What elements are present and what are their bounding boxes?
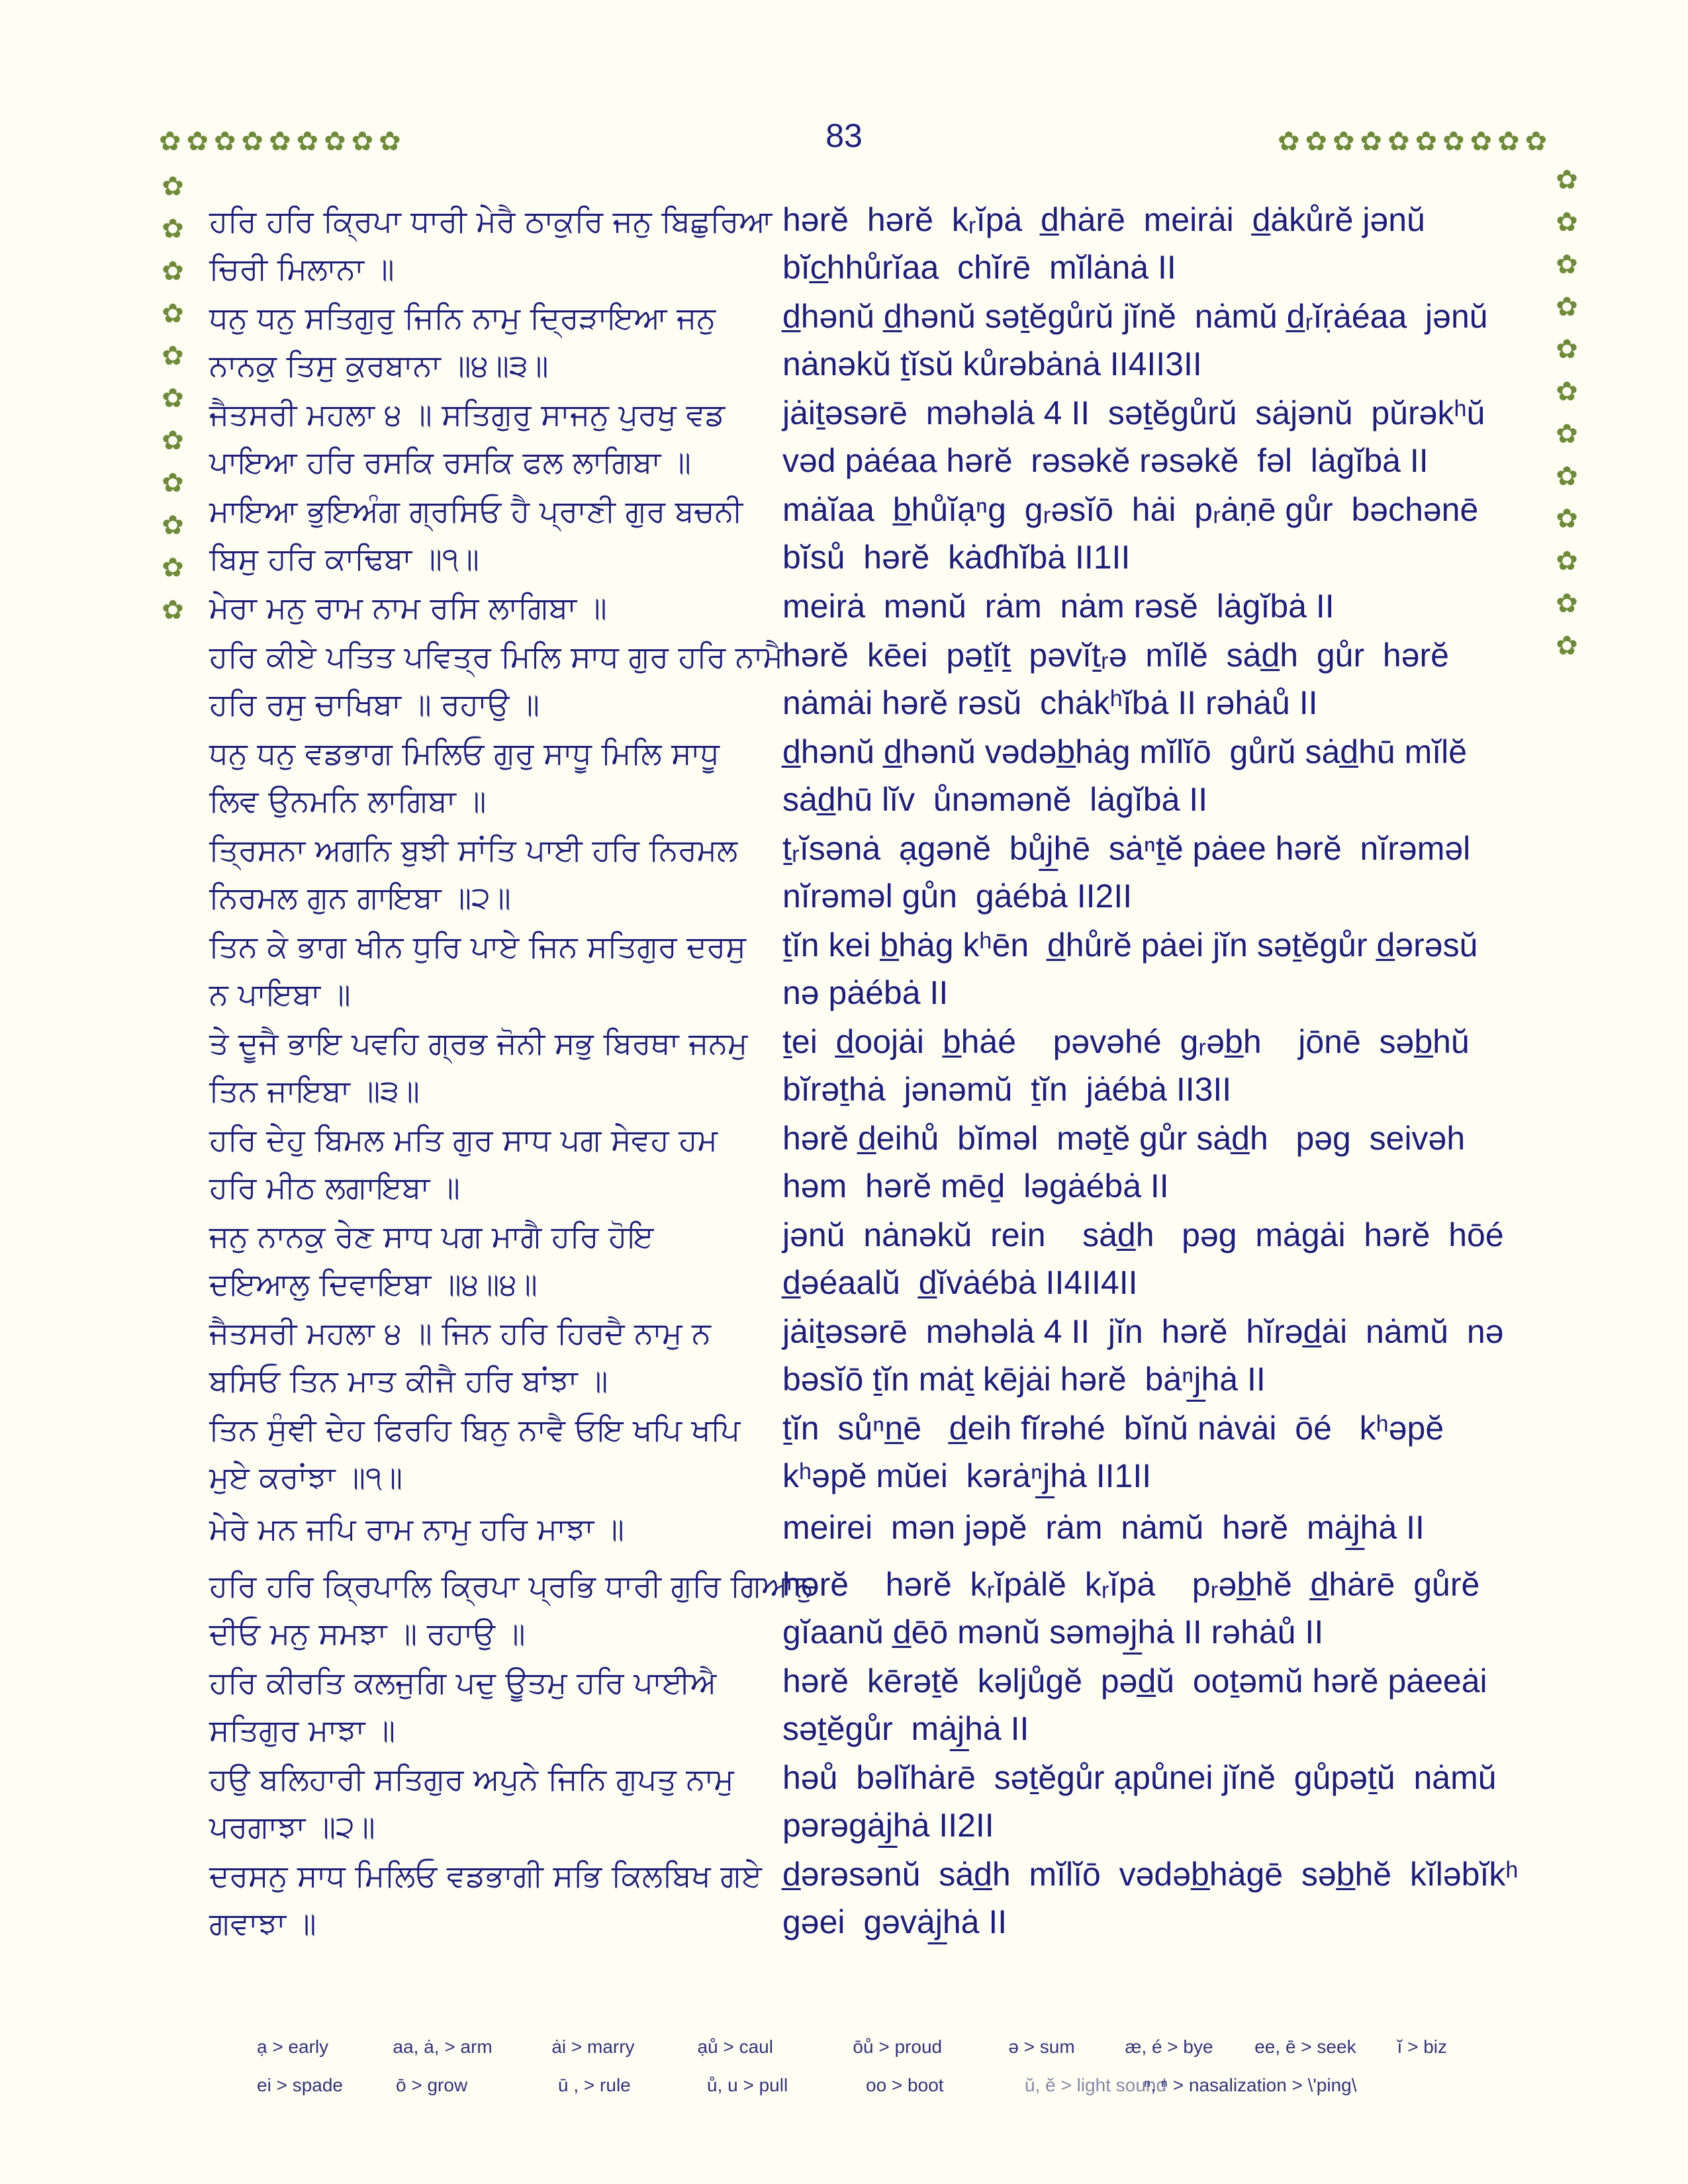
gurmukhi-line: ਮੁਏ ਕਰਾਂਝਾ ॥੧॥ bbox=[209, 1459, 403, 1495]
gurmukhi-line: ਜਨੁ ਨਾਨਕੁ ਰੇਣ ਸਾਧ ਪਗ ਮਾਗੈ ਹਰਿ ਹੋਇ bbox=[209, 1218, 654, 1254]
flower-ornament-icon: ✿ bbox=[1470, 126, 1498, 157]
legend-entry: ə > sum bbox=[1008, 2036, 1075, 2057]
transliteration-line: vəd pȧéaa hərĕ rəsəkĕ rəsəkĕ fəl lȧgĭbȧ II bbox=[782, 442, 1429, 479]
transliteration-text bbox=[782, 1504, 1530, 1551]
transliteration-line: d̲əéaalŭ d̲ĭvȧébȧ II4II4II bbox=[782, 1264, 1138, 1301]
flower-ornament-icon: ✿ bbox=[162, 256, 184, 287]
flower-border-top-left bbox=[159, 128, 406, 155]
transliteration-line: hərĕ kērəṯĕ kəljůgĕ pəd̲ŭ ooṯəmŭ hərĕ pȧeeȧi bbox=[782, 1662, 1487, 1700]
gurmukhi-line: ਧਨੁ ਧਨੁ ਵਡਭਾਗ ਮਿਲਿਓ ਗੁਰੁ ਸਾਧੂ ਮਿਲਿ ਸਾਧੂ bbox=[209, 735, 720, 771]
transliteration-text bbox=[782, 582, 1530, 630]
transliteration-line: nə pȧébȧ II bbox=[782, 974, 949, 1011]
transliteration-line: bĭc̲hhůrĭaa chĭrē mĭlȧnȧ II bbox=[782, 249, 1176, 286]
legend-entry: æ, é > bye bbox=[1125, 2036, 1213, 2057]
legend-entry: ⁿ, ⁿ > nasalization > \'ping\ bbox=[1144, 2075, 1357, 2095]
flower-ornament-icon: ✿ bbox=[186, 126, 214, 157]
flower-ornament-icon: ✿ bbox=[1442, 126, 1470, 157]
flower-ornament-icon: ✿ bbox=[296, 126, 324, 157]
gurmukhi-text bbox=[209, 486, 778, 582]
flower-ornament-icon: ✿ bbox=[351, 126, 379, 157]
transliteration-line: mȧĭaa b̲hůĭạⁿg gᵣəsĭō hȧi pᵣȧṇē gůr bəchənē bbox=[782, 491, 1479, 528]
transliteration-line: ṯᵣĭsənȧ ạgənĕ bůj̲hē sȧⁿṯĕ pȧee hərĕ nĭrəməl bbox=[782, 830, 1471, 867]
gurmukhi-line: ਦੀਓ ਮਨੁ ਸਮਝਾ ॥ ਰਹਾਉ ॥ bbox=[209, 1615, 526, 1651]
transliteration-line: hərĕ d̲eihů bĭməl məṯĕ gůr sȧd̲h pəg seivəh bbox=[782, 1120, 1466, 1157]
flower-ornament-icon: ✿ bbox=[1556, 334, 1578, 365]
legend-entry: ŭ, ĕ > light sound bbox=[1025, 2075, 1167, 2095]
gurmukhi-text bbox=[209, 1754, 778, 1850]
transliteration-line: d̲hənŭ d̲hənŭ səṯĕgůrŭ jĭnĕ nȧmŭ d̲ᵣĭṛȧéaa jənŭ bbox=[782, 298, 1488, 335]
legend-entry: ōů > proud bbox=[853, 2036, 943, 2057]
gurmukhi-text bbox=[209, 1504, 778, 1553]
flower-ornament-icon: ✿ bbox=[1556, 631, 1578, 661]
flower-ornament-icon: ✿ bbox=[1556, 546, 1578, 576]
gurmukhi-line: ਹਰਿ ਹਰਿ ਕ੍ਰਿਪਾ ਧਾਰੀ ਮੇਰੈ ਠਾਕੁਰਿ ਜਨੁ ਬਿਛੁਰਿਆ bbox=[209, 203, 773, 239]
transliteration-line: nĭrəməl gůn gȧébȧ II2II bbox=[782, 878, 1133, 915]
gurmukhi-text bbox=[209, 1850, 778, 1947]
transliteration-line: bĭsů hərĕ kȧɗhĭbȧ II1II bbox=[782, 539, 1131, 576]
transliteration-line: gĭaanŭ d̲ēō mənŭ səməj̲hȧ II rəhȧů II bbox=[782, 1614, 1324, 1651]
flower-ornament-icon: ✿ bbox=[1360, 126, 1388, 157]
transliteration-line: səṯĕgůr mȧj̲hȧ II bbox=[782, 1710, 1029, 1747]
flower-border-left bbox=[156, 165, 189, 631]
gurmukhi-text bbox=[209, 1115, 778, 1211]
gurmukhi-text bbox=[209, 1561, 814, 1657]
legend-row-1 bbox=[257, 2028, 1475, 2066]
legend-entry: ů, u > pull bbox=[707, 2075, 788, 2095]
gurmukhi-line: ਹਰਿ ਕੀਰਤਿ ਕਲਜੁਗਿ ਪਦੁ ਊਤਮੁ ਹਰਿ ਪਾਈਐ bbox=[209, 1664, 717, 1700]
transliteration-line: d̲ərəsənŭ sȧd̲h mĭlĭō vədəb̲hȧgē səb̲hĕ kĭləbĭkʰ bbox=[782, 1856, 1519, 1893]
legend-entry: ee, ē > seek bbox=[1254, 2036, 1356, 2057]
flower-ornament-icon: ✿ bbox=[1556, 419, 1578, 449]
flower-ornament-icon: ✿ bbox=[379, 126, 406, 157]
flower-ornament-icon: ✿ bbox=[159, 126, 187, 157]
transliteration-line: nȧnəkŭ ṯĭsŭ kůrəbȧnȧ II4II3II bbox=[782, 345, 1202, 383]
gurmukhi-line: ਲਿਵ ਉਨਮਨਿ ਲਾਗਿਬਾ ॥ bbox=[209, 783, 487, 819]
flower-border-right bbox=[1550, 159, 1583, 667]
gurmukhi-text bbox=[209, 1308, 778, 1404]
legend-entry: oo > boot bbox=[866, 2075, 944, 2095]
flower-ornament-icon: ✿ bbox=[1556, 207, 1578, 238]
transliteration-line: pərəgȧj̲hȧ II2II bbox=[782, 1807, 994, 1844]
flower-ornament-icon: ✿ bbox=[162, 426, 184, 456]
legend-entry: ĭ > biz bbox=[1397, 2036, 1448, 2057]
flower-ornament-icon: ✿ bbox=[214, 126, 242, 157]
gurmukhi-line: ਦਇਆਲੁ ਦਿਵਾਇਬਾ ॥੪॥੪॥ bbox=[209, 1266, 538, 1302]
gurmukhi-line: ਤ੍ਰਿਸਨਾ ਅਗਨਿ ਬੁਝੀ ਸਾਂਤਿ ਪਾਈ ਹਰਿ ਨਿਰਮਲ bbox=[209, 832, 738, 868]
transliteration-line: meirei mən jəpĕ rȧm nȧmŭ hərĕ mȧj̲hȧ II bbox=[782, 1509, 1425, 1546]
transliteration-line: gəei gəvȧj̲hȧ II bbox=[782, 1903, 1008, 1940]
gurmukhi-line: ਦਰਸਨੁ ਸਾਧ ਮਿਲਿਓ ਵਡਭਾਗੀ ਸਭਿ ਕਿਲਬਿਖ ਗਏ bbox=[209, 1858, 762, 1893]
gurmukhi-line: ਤਿਨ ਕੇ ਭਾਗ ਖੀਨ ਧੁਰਿ ਪਾਏ ਜਿਨ ਸਤਿਗੁਰ ਦਰਸੁ bbox=[209, 929, 746, 964]
flower-ornament-icon: ✿ bbox=[162, 341, 184, 371]
gurmukhi-line: ਨਿਰਮਲ ਗੁਨ ਗਾਇਬਾ ॥੨॥ bbox=[209, 880, 511, 915]
flower-ornament-icon: ✿ bbox=[162, 214, 184, 244]
gurmukhi-line: ਜੈਤਸਰੀ ਮਹਲਾ ੪ ॥ ਜਿਨ ਹਰਿ ਹਿਰਦੈ ਨਾਮੁ ਨ bbox=[209, 1315, 711, 1351]
gurmukhi-text bbox=[209, 921, 778, 1018]
flower-ornament-icon: ✿ bbox=[162, 171, 184, 202]
transliteration-line: sȧd̲hū lĭv ůnəmənĕ lȧgĭbȧ II bbox=[782, 781, 1208, 818]
gurmukhi-line: ਹਉ ਬਲਿਹਾਰੀ ਸਤਿਗੁਰ ਅਪੁਨੇ ਜਿਨਿ ਗੁਪਤੁ ਨਾਮੁ bbox=[209, 1761, 734, 1797]
transliteration-text bbox=[782, 1115, 1530, 1210]
transliteration-line: bĭrəṯhȧ jənəmŭ ṯĭn jȧébȧ II3II bbox=[782, 1071, 1232, 1108]
transliteration-line: ṯei d̲oojȧi b̲hȧé pəvəhé gᵣəb̲h jōnē səb̲hŭ bbox=[782, 1023, 1470, 1060]
gurmukhi-line: ਮੇਰੇ ਮਨ ਜਪਿ ਰਾਮ ਨਾਮੁ ਹਰਿ ਮਾਝਾ ॥ bbox=[209, 1511, 624, 1547]
transliteration-line: ṯĭn kei b̲hȧg kʰēn d̲hůrĕ pȧei jĭn səṯĕgůr d̲ərəsŭ bbox=[782, 927, 1478, 964]
flower-ornament-icon: ✿ bbox=[1415, 126, 1443, 157]
transliteration-line: jȧiṯəsərē məhəlȧ 4 II jĭn hərĕ hĭrəd̲ȧi nȧmŭ nə bbox=[782, 1313, 1504, 1350]
gurmukhi-line: ਗਵਾਝਾ ॥ bbox=[209, 1905, 316, 1941]
gurmukhi-text bbox=[209, 1657, 778, 1754]
legend-row-2 bbox=[257, 2066, 1475, 2105]
flower-ornament-icon: ✿ bbox=[1556, 250, 1578, 280]
gurmukhi-text bbox=[209, 1404, 778, 1501]
gurmukhi-line: ਤਿਨ ਜਾਇਬਾ ॥੩॥ bbox=[209, 1073, 420, 1109]
gurmukhi-line: ਮੇਰਾ ਮਨੁ ਰਾਮ ਨਾਮ ਰਸਿ ਲਾਗਿਬਾ ॥ bbox=[209, 590, 607, 625]
transliteration-text bbox=[782, 1754, 1530, 1849]
transliteration-line: kʰəpĕ mŭei kərȧⁿj̲hȧ II1II bbox=[782, 1457, 1152, 1494]
flower-ornament-icon: ✿ bbox=[162, 298, 184, 329]
transliteration-text bbox=[782, 293, 1530, 388]
flower-ornament-icon: ✿ bbox=[162, 595, 184, 625]
gurmukhi-line: ਹਰਿ ਦੇਹੁ ਬਿਮਲ ਮਤਿ ਗੁਰ ਸਾਧ ਪਗ ਸੇਵਹ ਹਮ bbox=[209, 1122, 718, 1158]
transliteration-line: jȧiṯəsərē məhəlȧ 4 II səṯĕgůrŭ sȧjənŭ pŭrəkʰŭ bbox=[782, 394, 1485, 432]
flower-ornament-icon: ✿ bbox=[1497, 126, 1525, 157]
transliteration-text bbox=[782, 486, 1530, 581]
gurmukhi-text bbox=[209, 1211, 778, 1308]
gurmukhi-line: ਹਰਿ ਮੀਠ ਲਗਾਇਬਾ ॥ bbox=[209, 1169, 460, 1205]
transliteration-text bbox=[782, 1657, 1530, 1752]
flower-ornament-icon: ✿ bbox=[1333, 126, 1360, 157]
gurmukhi-text bbox=[209, 825, 778, 921]
transliteration-text bbox=[782, 728, 1530, 823]
legend-entry: ū , > rule bbox=[558, 2075, 631, 2095]
gurmukhi-line: ਤਿਨ ਸੁੰਞੀ ਦੇਹ ਫਿਰਹਿ ਬਿਨੁ ਨਾਵੈ ਓਇ ਖਪਿ ਖਪਿ bbox=[209, 1412, 741, 1447]
transliteration-line: bəsĭō ṯĭn mȧṯ kējȧi hərĕ bȧⁿj̲hȧ II bbox=[782, 1361, 1266, 1398]
gurmukhi-line: ਨਾਨਕੁ ਤਿਸੁ ਕੁਰਬਾਨਾ ॥੪॥੩॥ bbox=[209, 347, 549, 383]
gurmukhi-line: ਮਾਇਆ ਭੁਇਅੰਗ ਗ੍ਰਸਿਓ ਹੈ ਪ੍ਰਾਣੀ ਗੁਰ ਬਚਨੀ bbox=[209, 493, 743, 529]
legend-entry: ō > grow bbox=[396, 2075, 468, 2095]
flower-ornament-icon: ✿ bbox=[1278, 126, 1305, 157]
transliteration-line: d̲hənŭ d̲hənŭ vədəb̲hȧg mĭlĭō gůrŭ sȧd̲hū mĭlĕ bbox=[782, 733, 1468, 770]
transliteration-line: hərĕ kēei pəṯĭṯ pəvĭṯᵣə mĭlĕ sȧd̲h gůr hərĕ bbox=[782, 637, 1449, 674]
flower-ornament-icon: ✿ bbox=[1387, 126, 1415, 157]
gurmukhi-line: ਬਸਿਓ ਤਿਨ ਮਾਤ ਕੀਜੈ ਹਰਿ ਬਾਂਝਾ ॥ bbox=[209, 1363, 608, 1398]
transliteration-line: nȧmȧi hərĕ rəsŭ chȧkʰĭbȧ II rəhȧů II bbox=[782, 684, 1318, 721]
gurmukhi-line: ਤੇ ਦੂਜੈ ਭਾਇ ਪਵਹਿ ਗ੍ਰਭ ਜੋਨੀ ਸਭੁ ਬਿਰਥਾ ਜਨਮੁ bbox=[209, 1025, 748, 1061]
flower-border-top-right bbox=[1278, 128, 1552, 155]
flower-ornament-icon: ✿ bbox=[1556, 292, 1578, 322]
gurmukhi-text bbox=[209, 582, 778, 631]
flower-ornament-icon: ✿ bbox=[162, 553, 184, 583]
transliteration-text bbox=[782, 1561, 1530, 1656]
gurmukhi-line: ਪਾਇਆ ਹਰਿ ਰਸਕਿ ਰਸਕਿ ਫਲ ਲਾਗਿਬਾ ॥ bbox=[209, 444, 691, 480]
transliteration-line: ṯĭn sůⁿn̲ē d̲eih fĭrəhé bĭnŭ nȧvȧi ōé kʰəpĕ bbox=[782, 1410, 1444, 1447]
legend-entry: ȧi > marry bbox=[551, 2036, 635, 2057]
flower-ornament-icon: ✿ bbox=[269, 126, 297, 157]
legend-entry: ạ > early bbox=[257, 2036, 329, 2057]
transliteration-line: həů bəlĭhȧrē səṯĕgůr ạpůnei jĭnĕ gůpəṯŭ nȧmŭ bbox=[782, 1759, 1497, 1796]
gurmukhi-line: ਨ ਪਾਇਬਾ ॥ bbox=[209, 976, 351, 1012]
transliteration-text bbox=[782, 1308, 1530, 1403]
gurmukhi-line: ਜੈਤਸਰੀ ਮਹਲਾ ੪ ॥ ਸਤਿਗੁਰੁ ਸਾਜਨੁ ਪੁਰਖੁ ਵਡ bbox=[209, 396, 726, 432]
flower-ornament-icon: ✿ bbox=[162, 468, 184, 498]
transliteration-line: hərĕ hərĕ kᵣĭpȧ d̲hȧrē meirȧi d̲ȧkůrĕ jənŭ bbox=[782, 201, 1425, 238]
transliteration-line: meirȧ mənŭ rȧm nȧm rəsĕ lȧgĭbȧ II bbox=[782, 588, 1335, 625]
gurmukhi-line: ਬਿਸੁ ਹਰਿ ਕਾਢਿਬਾ ॥੧॥ bbox=[209, 541, 479, 576]
pronunciation-legend bbox=[257, 2028, 1475, 2105]
gurmukhi-line: ਪਰਗਾਝਾ ॥੨॥ bbox=[209, 1809, 375, 1844]
flower-ornament-icon: ✿ bbox=[162, 383, 184, 414]
gurmukhi-line: ਹਰਿ ਕੀਏ ਪਤਿਤ ਪਵਿਤ੍ਰ ਮਿਲਿ ਸਾਧ ਗੁਰ ਹਰਿ ਨਾਮੈ bbox=[209, 639, 784, 674]
flower-ornament-icon: ✿ bbox=[241, 126, 269, 157]
legend-entry: aa, ȧ, > arm bbox=[393, 2036, 492, 2057]
gurmukhi-line: ਚਿਰੀ ਮਿਲਾਨਾ ॥ bbox=[209, 251, 395, 287]
transliteration-text bbox=[782, 196, 1530, 291]
gurmukhi-text bbox=[209, 631, 784, 728]
flower-ornament-icon: ✿ bbox=[1524, 126, 1553, 157]
transliteration-text bbox=[782, 1018, 1530, 1113]
transliteration-text bbox=[782, 389, 1530, 484]
transliteration-line: hərĕ hərĕ kᵣĭpȧlĕ kᵣĭpȧ pᵣəb̲hĕ d̲hȧrē gůrĕ bbox=[782, 1566, 1480, 1603]
flower-ornament-icon: ✿ bbox=[324, 126, 352, 157]
flower-ornament-icon: ✿ bbox=[1556, 377, 1578, 407]
flower-ornament-icon: ✿ bbox=[1556, 165, 1578, 195]
gurmukhi-text bbox=[209, 196, 778, 293]
gurmukhi-text bbox=[209, 1018, 778, 1115]
flower-ornament-icon: ✿ bbox=[1556, 504, 1578, 534]
flower-ornament-icon: ✿ bbox=[1556, 588, 1578, 619]
gurmukhi-line: ਹਰਿ ਰਸੁ ਚਾਖਿਬਾ ॥ ਰਹਾਉ ॥ bbox=[209, 686, 540, 722]
flower-ornament-icon: ✿ bbox=[1556, 461, 1578, 492]
legend-entry: ạů > caul bbox=[697, 2036, 773, 2057]
page-number: 83 bbox=[825, 117, 863, 154]
gurmukhi-line: ਹਰਿ ਹਰਿ ਕ੍ਰਿਪਾਲਿ ਕ੍ਰਿਪਾ ਪ੍ਰਭਿ ਧਾਰੀ ਗੁਰਿ ਗਿਆਨੁ bbox=[209, 1568, 814, 1604]
legend-entry: ei > spade bbox=[257, 2075, 343, 2095]
gurmukhi-text bbox=[209, 293, 778, 389]
transliteration-text bbox=[782, 921, 1530, 1017]
transliteration-text bbox=[782, 631, 1530, 727]
transliteration-line: həm hərĕ mēḏ ləgȧébȧ II bbox=[782, 1167, 1169, 1205]
gurmukhi-line: ਸਤਿਗੁਰ ਮਾਝਾ ॥ bbox=[209, 1712, 396, 1748]
gurmukhi-line: ਧਨੁ ਧਨੁ ਸਤਿਗੁਰੁ ਜਿਨਿ ਨਾਮੁ ਦ੍ਰਿੜਾਇਆ ਜਨੁ bbox=[209, 300, 716, 336]
flower-ornament-icon: ✿ bbox=[1305, 126, 1333, 157]
transliteration-text bbox=[782, 1850, 1530, 1946]
transliteration-text bbox=[782, 1404, 1530, 1500]
transliteration-line: jənŭ nȧnəkŭ rein sȧd̲h pəg mȧgȧi hərĕ hōé bbox=[782, 1216, 1504, 1253]
gurmukhi-text bbox=[209, 389, 778, 486]
transliteration-text bbox=[782, 1211, 1530, 1306]
gurmukhi-text bbox=[209, 728, 778, 825]
transliteration-text bbox=[782, 825, 1530, 920]
flower-ornament-icon: ✿ bbox=[162, 510, 184, 541]
